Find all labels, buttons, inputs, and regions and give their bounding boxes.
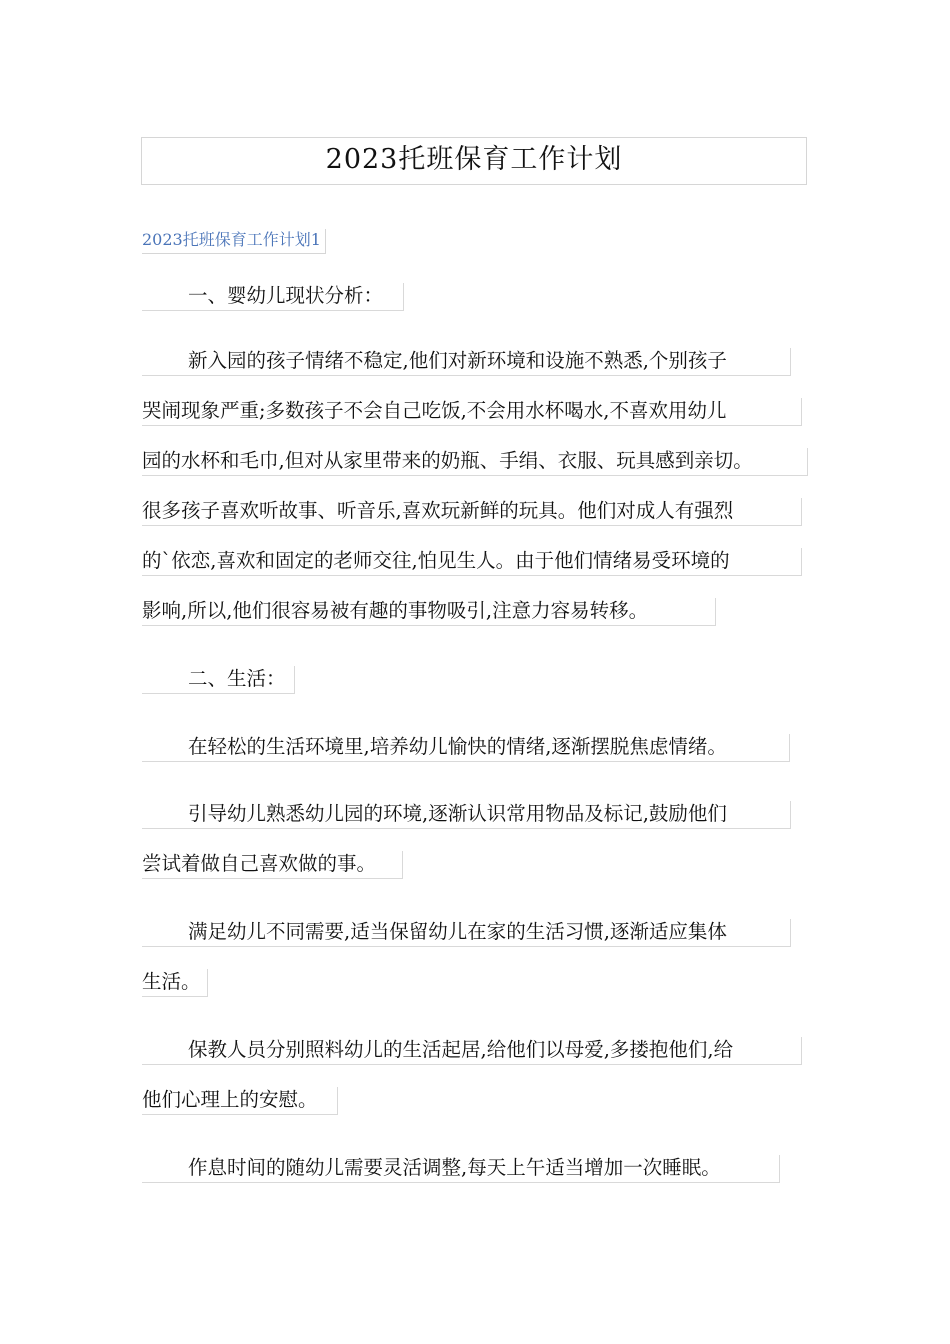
paragraph-line: 新入园的孩子情绪不稳定,他们对新环境和设施不熟悉,个别孩子 — [142, 348, 791, 376]
paragraph-line: 作息时间的随幼儿需要灵活调整,每天上午适当增加一次睡眠。 — [142, 1155, 780, 1183]
section-heading-status: 一、婴幼儿现状分析： — [142, 283, 404, 311]
paragraph-line: 在轻松的生活环境里,培养幼儿愉快的情绪,逐渐摆脱焦虑情绪。 — [142, 734, 790, 762]
paragraph-line: 很多孩子喜欢听故事、听音乐,喜欢玩新鲜的玩具。他们对成人有强烈 — [142, 498, 802, 526]
paragraph-line: 满足幼儿不同需要,适当保留幼儿在家的生活习惯,逐渐适应集体 — [142, 919, 791, 947]
section-heading-life: 二、生活： — [142, 666, 295, 694]
paragraph-line: 引导幼儿熟悉幼儿园的环境,逐渐认识常用物品及标记,鼓励他们 — [142, 801, 791, 829]
paragraph-line: 影响,所以,他们很容易被有趣的事物吸引,注意力容易转移。 — [142, 598, 716, 626]
document-title: 2023托班保育工作计划 — [141, 137, 807, 185]
paragraph-line: 尝试着做自己喜欢做的事。 — [142, 851, 403, 879]
paragraph-line: 园的水杯和毛巾,但对从家里带来的奶瓶、手绢、衣服、玩具感到亲切。 — [142, 448, 808, 476]
document-subtitle: 2023托班保育工作计划1 — [142, 229, 326, 254]
paragraph-line: 他们心理上的安慰。 — [142, 1087, 338, 1115]
paragraph-line: 生活。 — [142, 969, 208, 997]
paragraph-line: 的`依恋,喜欢和固定的老师交往,怕见生人。由于他们情绪易受环境的 — [142, 548, 802, 576]
paragraph-line: 保教人员分别照料幼儿的生活起居,给他们以母爱,多搂抱他们,给 — [142, 1037, 802, 1065]
paragraph-line: 哭闹现象严重;多数孩子不会自己吃饭,不会用水杯喝水,不喜欢用幼儿 — [142, 398, 802, 426]
